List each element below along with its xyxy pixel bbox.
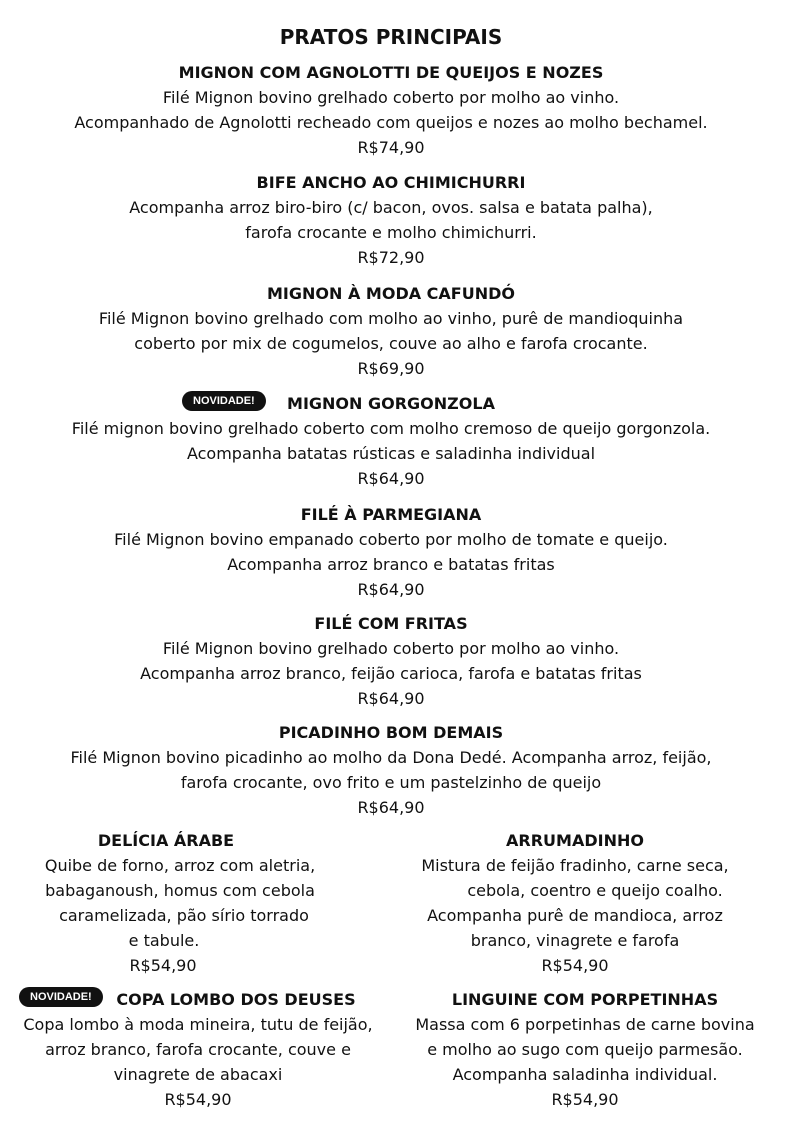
dish-price: R$64,90 xyxy=(357,798,425,817)
dish-price: R$54,90 xyxy=(164,1090,232,1109)
dish-description-line: Acompanha purê de mandioca, arroz xyxy=(427,906,723,925)
dish-file-com-fritas xyxy=(0,611,782,711)
dish-picadinho xyxy=(0,720,782,820)
dish-description-line: Filé Mignon bovino grelhado com molho ao vinho, purê de mandioquinha xyxy=(98,309,684,328)
dish-description-line: babaganoush, homus com cebola xyxy=(45,881,315,900)
dish-price: R$74,90 xyxy=(357,138,425,157)
dish-file-parmegiana xyxy=(0,502,782,602)
dish-description-line: Filé mignon bovino grelhado coberto com molho cremoso de queijo gorgonzola. xyxy=(71,419,711,438)
dish-price: R$64,90 xyxy=(357,469,425,488)
dish-delicia-arabe xyxy=(20,828,340,978)
dish-mignon-gorgonzola xyxy=(0,391,782,491)
dish-name: MIGNON GORGONZOLA xyxy=(287,394,495,413)
dish-description-line: Filé Mignon bovino grelhado coberto por molho ao vinho. xyxy=(162,88,620,107)
dish-description-line: farofa crocante, ovo frito e um pastelzinho de queijo xyxy=(180,773,602,792)
dish-description-line: cebola, coentro e queijo coalho. xyxy=(467,881,723,900)
dish-description-line: Acompanha saladinha individual. xyxy=(452,1065,718,1084)
dish-description-line: Acompanhado de Agnolotti recheado com queijos e nozes ao molho bechamel. xyxy=(74,113,708,132)
dish-description-line: coberto por mix de cogumelos, couve ao alho e farofa crocante. xyxy=(134,334,648,353)
dish-description-line: Acompanha arroz branco e batatas fritas xyxy=(227,555,555,574)
dish-name: MIGNON À MODA CAFUNDÓ xyxy=(267,284,515,303)
dish-arrumadinho xyxy=(405,828,745,978)
dish-description-line: vinagrete de abacaxi xyxy=(113,1065,283,1084)
dish-mignon-cafundo xyxy=(0,281,782,381)
dish-description-line: arroz branco, farofa crocante, couve e xyxy=(45,1040,351,1059)
dish-description-line: Quibe de forno, arroz com aletria, xyxy=(44,856,316,875)
dish-mignon-agnolotti xyxy=(0,60,782,160)
dish-description-line: caramelizada, pão sírio torrado xyxy=(59,906,309,925)
dish-linguine xyxy=(395,987,775,1112)
dish-name: ARRUMADINHO xyxy=(506,831,644,850)
dish-name: LINGUINE COM PORPETINHAS xyxy=(451,990,719,1009)
dish-description-line: Acompanha arroz branco, feijão carioca, farofa e batatas fritas xyxy=(140,664,642,683)
dish-description-line: e molho ao sugo com queijo parmesão. xyxy=(427,1040,743,1059)
dish-description-line: Massa com 6 porpetinhas de carne bovina xyxy=(415,1015,755,1034)
page-title: PRATOS PRINCIPAIS xyxy=(279,25,503,49)
dish-price: R$69,90 xyxy=(357,359,425,378)
dish-copa-lombo xyxy=(8,987,388,1112)
dish-name: COPA LOMBO DOS DEUSES xyxy=(116,990,356,1009)
dish-name: FILÉ COM FRITAS xyxy=(314,614,468,633)
dish-bife-ancho xyxy=(0,170,782,270)
dish-price: R$64,90 xyxy=(357,580,425,599)
dish-name: MIGNON COM AGNOLOTTI DE QUEIJOS E NOZES xyxy=(178,63,604,82)
dish-description-line: Acompanha arroz biro-biro (c/ bacon, ovos. salsa e batata palha), xyxy=(129,198,653,217)
dish-description-line: e tabule. xyxy=(128,931,200,950)
dish-description-line: Filé Mignon bovino grelhado coberto por molho ao vinho. xyxy=(162,639,620,658)
dish-name: FILÉ À PARMEGIANA xyxy=(300,505,482,524)
dish-price: R$72,90 xyxy=(357,248,425,267)
dish-name: BIFE ANCHO AO CHIMICHURRI xyxy=(256,173,526,192)
novidade-badge: NOVIDADE! xyxy=(19,987,103,1007)
dish-description-line: Acompanha batatas rústicas e saladinha individual xyxy=(186,444,596,463)
dish-price: R$54,90 xyxy=(551,1090,619,1109)
dish-description-line: farofa crocante e molho chimichurri. xyxy=(245,223,537,242)
dish-description-line: Mistura de feijão fradinho, carne seca, xyxy=(421,856,729,875)
novidade-badge: NOVIDADE! xyxy=(182,391,266,411)
dish-name: DELÍCIA ÁRABE xyxy=(97,831,235,850)
dish-price: R$54,90 xyxy=(541,956,609,975)
dish-description-line: Copa lombo à moda mineira, tutu de feijão, xyxy=(23,1015,373,1034)
dish-price: R$54,90 xyxy=(129,956,197,975)
dish-description-line: branco, vinagrete e farofa xyxy=(470,931,680,950)
dish-price: R$64,90 xyxy=(357,689,425,708)
dish-description-line: Filé Mignon bovino empanado coberto por molho de tomate e queijo. xyxy=(114,530,668,549)
dish-name: PICADINHO BOM DEMAIS xyxy=(278,723,504,742)
dish-description-line: Filé Mignon bovino picadinho ao molho da Dona Dedé. Acompanha arroz, feijão, xyxy=(70,748,712,767)
